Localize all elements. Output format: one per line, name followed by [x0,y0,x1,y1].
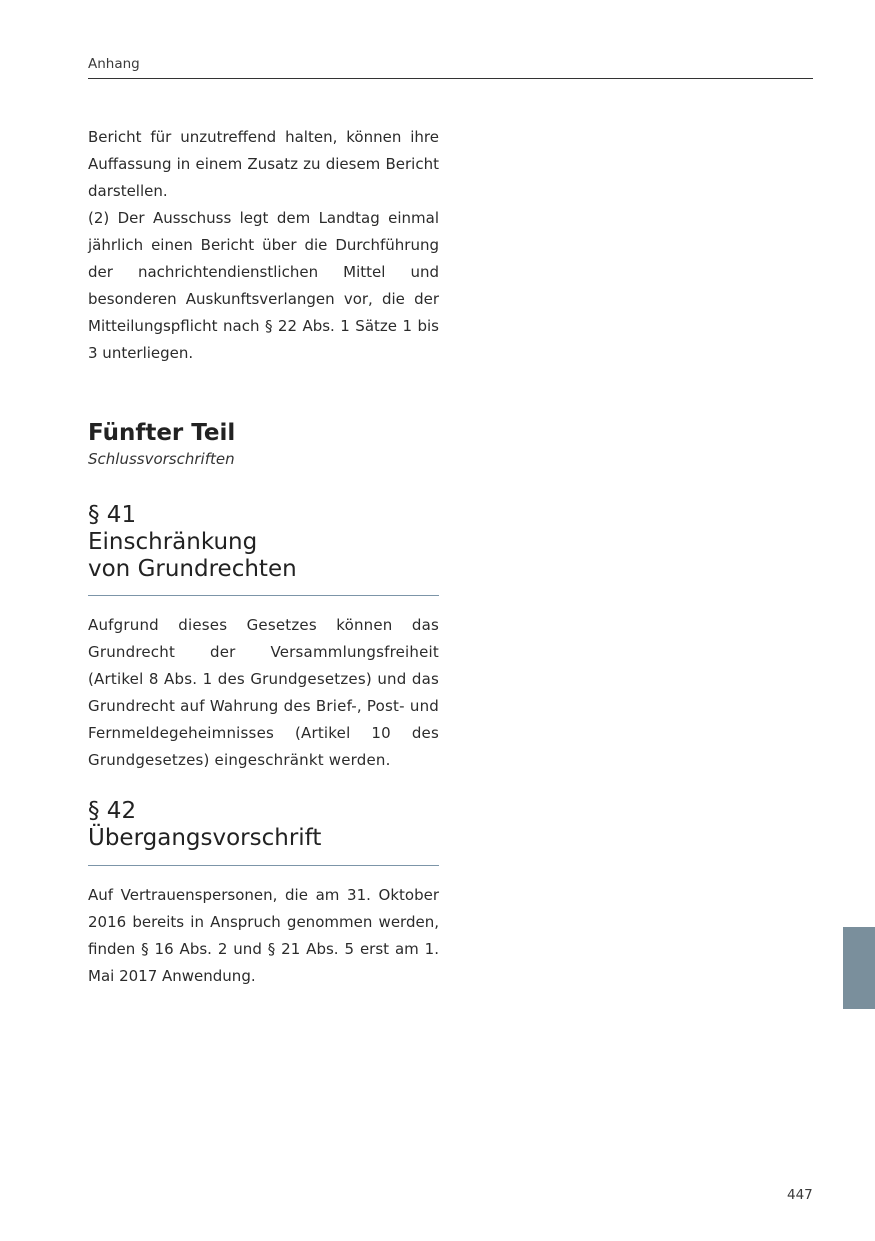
paragraph-text [88,124,439,367]
text-line: Grundgesetzes) eingeschränkt werden. [88,751,391,769]
text-line: Bericht für unzutreffend halten, können [88,128,402,146]
text-line: ihre Auffassung in einem Zusatz zu diesem [88,128,439,173]
chapter-thumb-tab [843,927,875,1009]
text-line: Grundrecht der Versammlungsfreiheit [88,643,439,661]
text-line: und Fernmeldegeheimnisses (Artikel 10 des [88,697,439,742]
section-title: von Grundrechten [88,556,297,582]
text-line: (Artikel 8 Abs. 1 des Grundgesetzes) und das [88,670,439,688]
text-line: Bericht darstellen. [88,155,439,200]
section-title: Einschränkung [88,529,258,555]
continuation-paragraph [88,124,439,367]
text-line: jährlich einen Bericht über die Durchführung [88,236,439,254]
page-number: 447 [787,1187,813,1203]
text-line: Auf Vertrauenspersonen, die am 31. Oktober [88,886,439,904]
part-subtitle: Schlussvorschriften [88,450,235,468]
running-header: Anhang [88,56,140,72]
section-42-heading [88,798,439,852]
section-divider [88,595,439,596]
text-line: 2016 bereits in Anspruch genommen [88,913,373,931]
text-line: (2) Der Ausschuss legt dem Landtag einmal [88,209,439,227]
paragraph-text [88,882,439,990]
section-title: Übergangsvorschrift [88,825,322,851]
section-number: § 42 [88,798,137,824]
section-divider [88,865,439,866]
text-line: der nachrichtendienstlichen Mittel und [88,263,439,281]
text-line: besonderen Auskunftsverlangen vor, die der [88,290,439,308]
section-42-body [88,882,439,990]
part-title: Fünfter Teil [88,420,236,446]
text-line: erst am 1. Mai 2017 Anwendung. [88,940,439,985]
text-line: Mitteilungspflicht nach § 22 Abs. 1 Sätze 1 [88,317,413,335]
section-41-heading [88,502,439,583]
text-line: Grundrecht auf Wahrung des Brief-, Post- [88,697,405,715]
header-divider [88,78,813,79]
part-heading [88,420,439,471]
paragraph-text [88,612,439,774]
text-line: werden, finden § 16 Abs. 2 und § 21 Abs. 5 [88,913,439,958]
section-41-body [88,612,439,774]
text-line: bis 3 unterliegen. [88,317,439,362]
section-number: § 41 [88,502,137,528]
text-line: Aufgrund dieses Gesetzes können das [88,616,439,634]
